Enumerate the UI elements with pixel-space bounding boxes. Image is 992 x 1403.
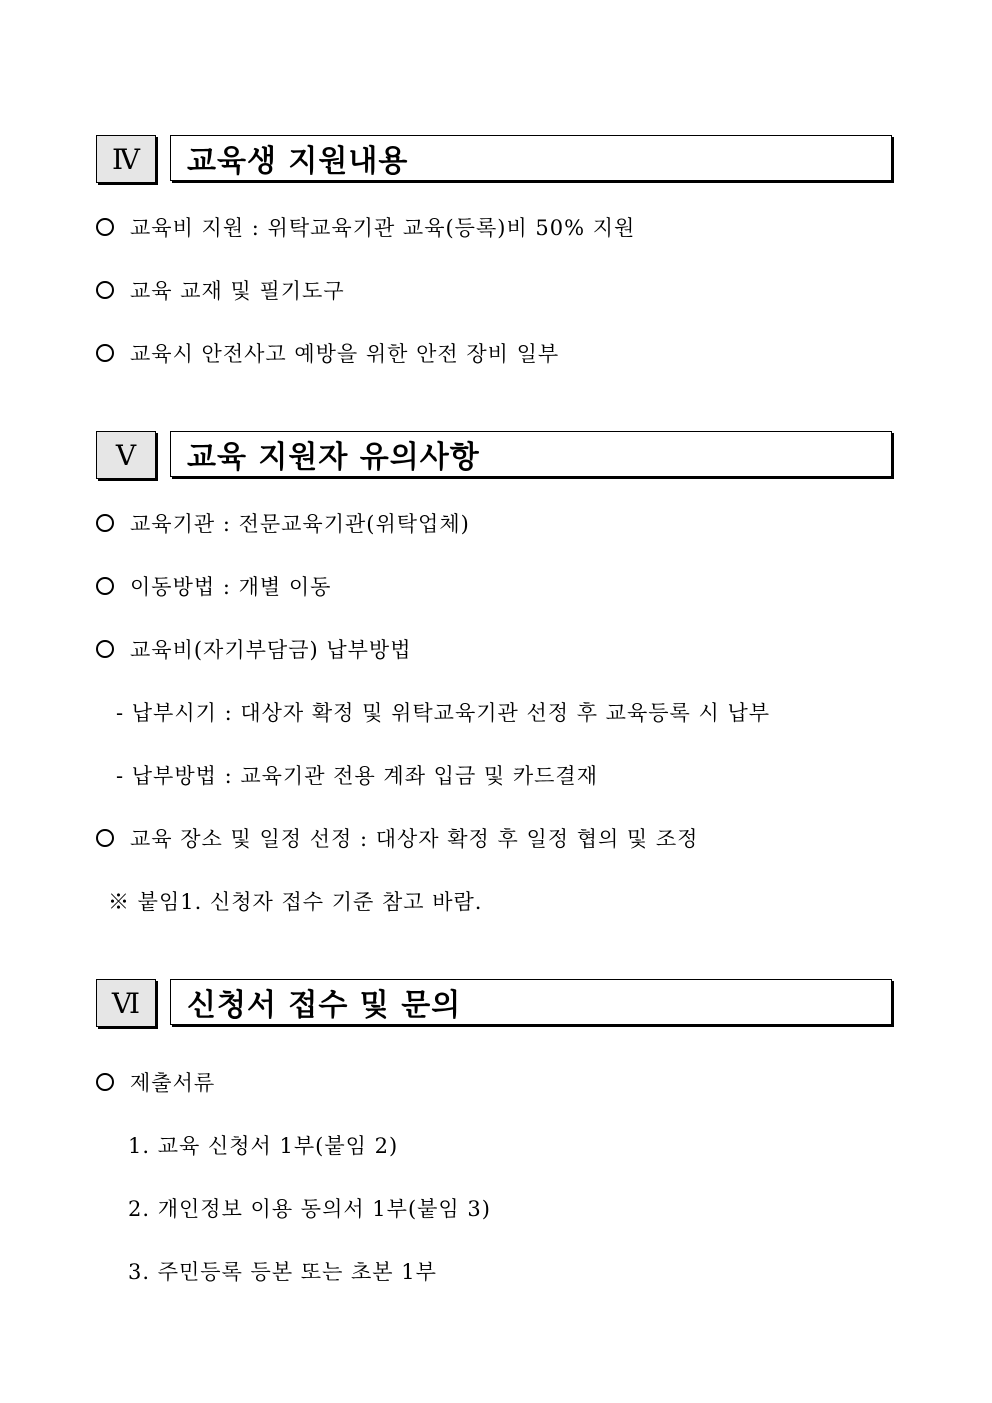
list-item: 이동방법 : 개별 이동 (130, 575, 332, 599)
section-number: Ⅳ (96, 135, 156, 183)
numbered-item: 1. 교육 신청서 1부(붙임 2) (128, 1134, 399, 1158)
list-item: 교육비 지원 : 위탁교육기관 교육(등록)비 50% 지원 (130, 216, 636, 240)
note: ※ 붙임1. 신청자 접수 기준 참고 바람. (108, 890, 483, 914)
circle-bullet-icon (96, 640, 114, 658)
numbered-item: 2. 개인정보 이용 동의서 1부(붙임 3) (128, 1197, 491, 1221)
sub-item: - 납부시기 : 대상자 확정 및 위탁교육기관 선정 후 교육등록 시 납부 (116, 701, 771, 725)
list-item: 교육 교재 및 필기도구 (130, 279, 345, 303)
section-header-6 (96, 979, 896, 1029)
circle-bullet-icon (96, 577, 114, 595)
circle-bullet-icon (96, 829, 114, 847)
section-number: Ⅵ (96, 979, 156, 1027)
section-header-5 (96, 431, 896, 481)
circle-bullet-icon (96, 344, 114, 362)
circle-bullet-icon (96, 281, 114, 299)
list-item: 제출서류 (130, 1071, 216, 1095)
circle-bullet-icon (96, 514, 114, 532)
section-title: 신청서 접수 및 문의 (170, 979, 892, 1025)
list-item: 교육기관 : 전문교육기관(위탁업체) (130, 512, 470, 536)
list-item: 교육시 안전사고 예방을 위한 안전 장비 일부 (130, 342, 560, 366)
numbered-item: 3. 주민등록 등본 또는 초본 1부 (128, 1260, 437, 1284)
list-item: 교육비(자기부담금) 납부방법 (130, 638, 412, 662)
circle-bullet-icon (96, 1073, 114, 1091)
sub-item: - 납부방법 : 교육기관 전용 계좌 입금 및 카드결재 (116, 764, 599, 788)
circle-bullet-icon (96, 218, 114, 236)
section-header-4 (96, 135, 896, 185)
section-title: 교육생 지원내용 (170, 135, 892, 181)
section-number: Ⅴ (96, 431, 156, 479)
section-title: 교육 지원자 유의사항 (170, 431, 892, 477)
list-item: 교육 장소 및 일정 선정 : 대상자 확정 후 일정 협의 및 조정 (130, 827, 699, 851)
